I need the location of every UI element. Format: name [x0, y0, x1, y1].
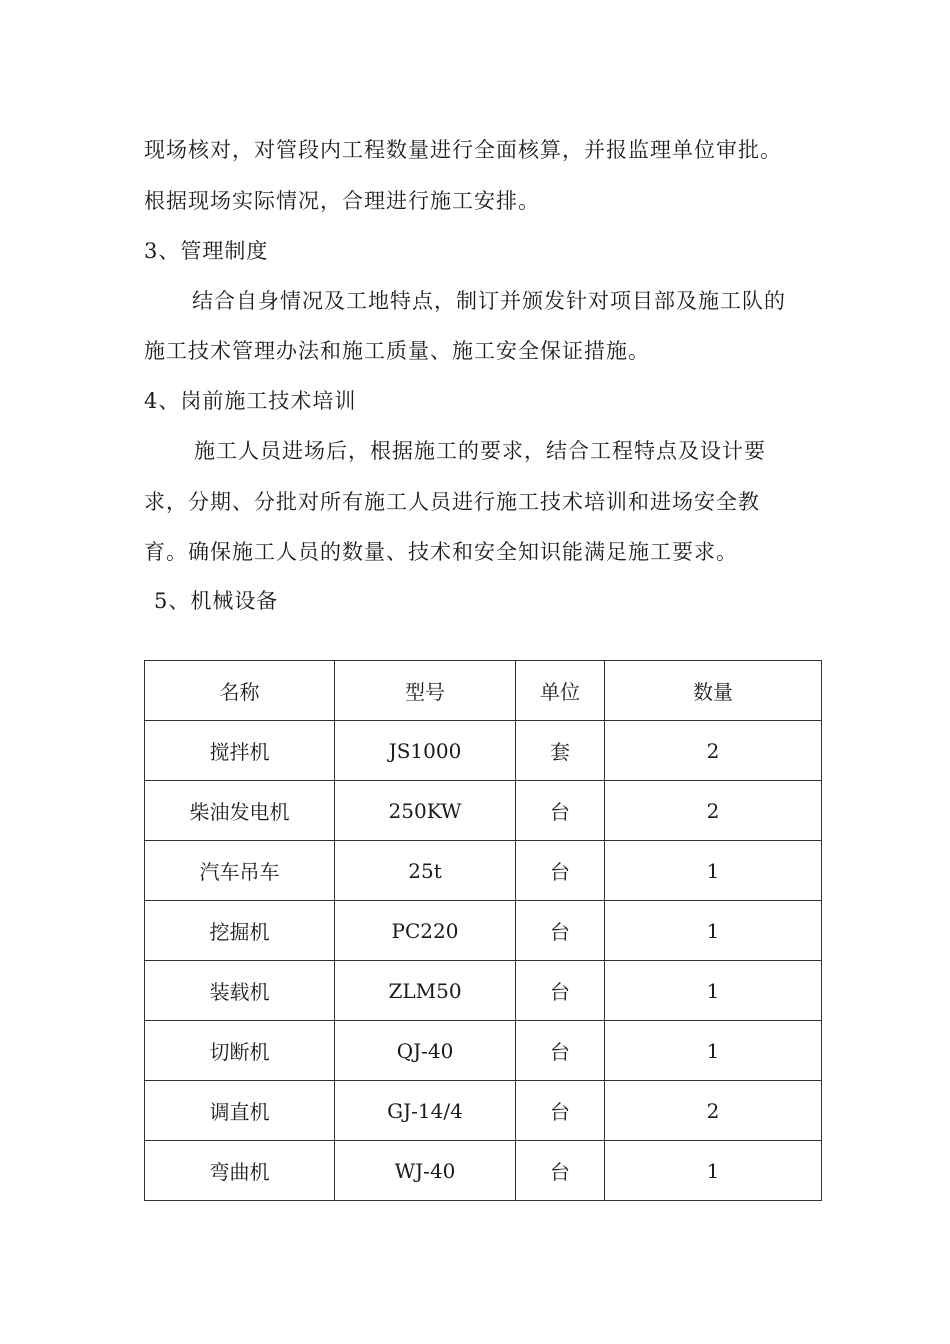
cell-quantity: 2	[605, 781, 822, 841]
header-model: 型号	[335, 661, 516, 721]
cell-quantity: 2	[605, 1081, 822, 1141]
table-header-row	[145, 661, 822, 721]
table-row	[145, 1141, 822, 1201]
cell-name: 装载机	[145, 961, 335, 1021]
cell-name: 挖掘机	[145, 901, 335, 961]
cell-unit: 台	[516, 1081, 605, 1141]
cell-name: 切断机	[145, 1021, 335, 1081]
cell-unit: 台	[516, 781, 605, 841]
cell-model: 25t	[335, 841, 516, 901]
cell-quantity: 1	[605, 1141, 822, 1201]
table-row	[145, 1021, 822, 1081]
cell-name: 汽车吊车	[145, 841, 335, 901]
cell-unit: 台	[516, 1021, 605, 1081]
cell-name: 弯曲机	[145, 1141, 335, 1201]
paragraph-line: 施工技术管理办法和施工质量、施工安全保证措施。	[144, 339, 650, 363]
cell-model: GJ-14/4	[335, 1081, 516, 1141]
section-heading: 5、机械设备	[154, 589, 279, 613]
cell-quantity: 1	[605, 841, 822, 901]
table-row	[145, 961, 822, 1021]
cell-unit: 台	[516, 901, 605, 961]
cell-name: 调直机	[145, 1081, 335, 1141]
paragraph-line: 根据现场实际情况，合理进行施工安排。	[144, 189, 540, 213]
paragraph-line: 求，分期、分批对所有施工人员进行施工技术培训和进场安全教	[144, 490, 760, 514]
table-row	[145, 781, 822, 841]
cell-unit: 台	[516, 1141, 605, 1201]
table-row	[145, 1081, 822, 1141]
cell-unit: 台	[516, 841, 605, 901]
cell-model: 250KW	[335, 781, 516, 841]
cell-quantity: 1	[605, 961, 822, 1021]
cell-model: ZLM50	[335, 961, 516, 1021]
cell-quantity: 1	[605, 1021, 822, 1081]
table-row	[145, 841, 822, 901]
cell-name: 搅拌机	[145, 721, 335, 781]
cell-unit: 台	[516, 961, 605, 1021]
section-heading: 4、岗前施工技术培训	[144, 389, 357, 413]
paragraph-line: 结合自身情况及工地特点，制订并颁发针对项目部及施工队的	[192, 289, 786, 313]
cell-model: WJ-40	[335, 1141, 516, 1201]
cell-model: PC220	[335, 901, 516, 961]
cell-model: JS1000	[335, 721, 516, 781]
paragraph-line: 现场核对，对管段内工程数量进行全面核算，并报监理单位审批。	[144, 138, 782, 162]
paragraph-line: 育。确保施工人员的数量、技术和安全知识能满足施工要求。	[144, 540, 738, 564]
section-heading: 3、管理制度	[144, 239, 269, 263]
cell-unit: 套	[516, 721, 605, 781]
cell-name: 柴油发电机	[145, 781, 335, 841]
cell-model: QJ-40	[335, 1021, 516, 1081]
cell-quantity: 2	[605, 721, 822, 781]
cell-quantity: 1	[605, 901, 822, 961]
header-quantity: 数量	[605, 661, 822, 721]
equipment-table	[144, 660, 822, 1201]
table-row	[145, 721, 822, 781]
header-name: 名称	[145, 661, 335, 721]
paragraph-line: 施工人员进场后，根据施工的要求，结合工程特点及设计要	[194, 439, 766, 463]
table-row	[145, 901, 822, 961]
header-unit: 单位	[516, 661, 605, 721]
